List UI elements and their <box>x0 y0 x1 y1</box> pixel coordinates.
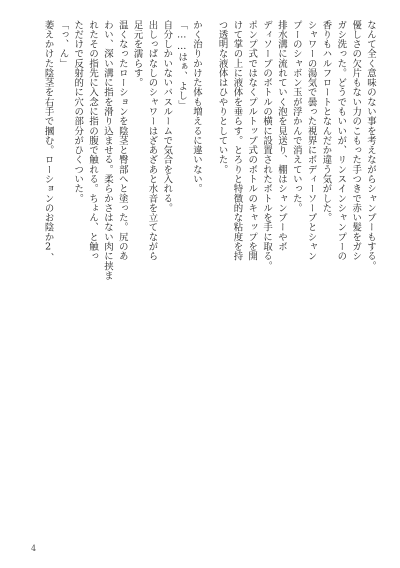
text-line: れたその指先に入念に指の腹で触れる。ちょん、と触っ <box>87 20 99 261</box>
text-column-left <box>40 20 203 510</box>
text-column-right <box>214 20 377 510</box>
text-line: ポンプ式ではなくプルトップ式のボトルのキャップを開 <box>246 20 258 261</box>
text-line: 萎えかけた陰茎を右手で摑む。ローションのお陰か2、 <box>42 20 54 263</box>
text-line: つ透明な液体はひやりとしていた。 <box>216 20 228 175</box>
text-line: ガシ洗った。どうでもいいが、リンスインシャンプーの <box>335 20 347 261</box>
text-line: 優しさの欠片もない力のこもった手つきで赤い髪をガシ <box>350 20 362 261</box>
text-line: シャワーの湯気で曇った視界にボディーソープとシャン <box>305 20 317 261</box>
text-line: 自分しかいないバスルームで気合を入れる。 <box>161 20 173 213</box>
text-line: 排水溝に流れていく泡を見送り、棚はシャンプーやボ <box>275 20 287 252</box>
text-line: 足元を濡らす。 <box>131 20 143 88</box>
text-line: けて掌の上に液体を垂らす。とろりと特徴的な粘度を持 <box>231 20 243 261</box>
text-line: ただけで反射的に穴の部分がひくついた。 <box>72 20 84 204</box>
text-line: 温くなったローションを陰茎と臀部へと塗った。尻のあ <box>116 20 128 261</box>
page-number: 4 <box>31 544 37 553</box>
text-line: 香りもハルフロートとなんだか違う気がした。 <box>320 20 332 223</box>
text-line: ディソープのボトルの横に設置されたボトルを手に取る。 <box>261 20 273 271</box>
text-line: 「っ、ん」 <box>57 20 69 69</box>
text-line: 「……はぁ、よし」 <box>176 20 188 110</box>
text-line: なんて全く意味のない事を考えながらシャンプーもする。 <box>365 20 376 271</box>
text-line: プーのシャボン玉が浮かんで消えていった。 <box>290 20 302 213</box>
text-line: 出しっぱなしのシャワーはざあざあと水音を立てながら <box>146 20 158 261</box>
text-line: わい、深い溝に指を滑り込ませる。柔らかさはない肉に挟ま <box>101 20 113 281</box>
text-line: かく治りかけた体も増えるに違いない。 <box>191 20 202 194</box>
